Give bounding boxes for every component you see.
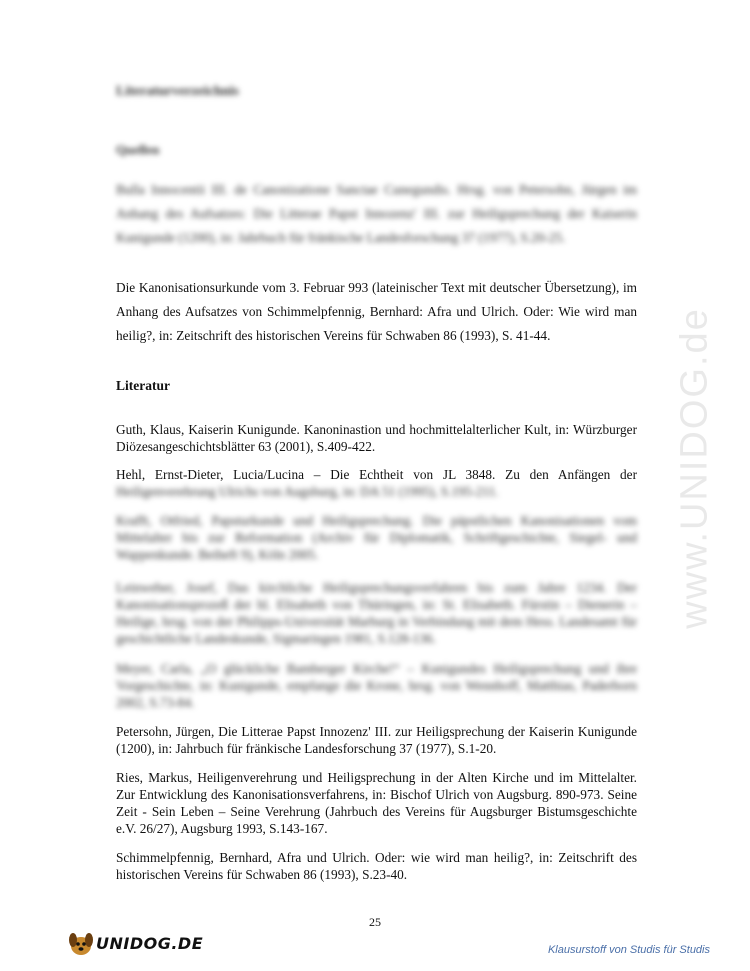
literature-entry: Guth, Klaus, Kaiserin Kunigunde. Kanoninastion und hochmittelalterlicher Kult, in: Würzburger Diözesangeschichtsblätter 63 (2001), S.409-422. <box>116 422 637 454</box>
literature-entry: Petersohn, Jürgen, Die Litterae Papst Innozenz' III. zur Heiligsprechung der Kaiserin Kunigunde (1200), in: Jahrbuch für fränkische Landesforschung 37 (1977), S.1-20. <box>116 724 637 756</box>
page-title: Literaturverzeichnis <box>116 84 239 99</box>
literature-entry: Heiligenverehrung Ulrichs von Augsburg, in: DA 51 (1995), S.195-211. <box>116 484 499 499</box>
unidog-logo <box>66 928 204 960</box>
literature-entry: Meyer, Carla, „O glückliche Bamberger Kirche!“ – Kunigundes Heiligsprechung und ihre Vorgeschichte, in: Kunigunde, empfange die Krone, hrsg. von Wennhoff, Matthias, Paderborn 2002, S.73-84. <box>116 661 637 710</box>
literature-entry: Krafft, Otfried, Papsturkunde und Heiligsprechung. Die päpstlichen Kanonisationen vom Mittelalter bis zur Reformation (Archiv für Diplomatik, Schriftgeschichte, Siegel- und Wappenkunde. Beiheft 9), Köln 2005. <box>116 513 637 562</box>
literature-entry: Schimmelpfennig, Bernhard, Afra und Ulrich. Oder: wie wird man heilig?, in: Zeitschrift des historischen Vereins für Schwaben 86 (1993), S.23-40. <box>116 850 637 882</box>
page-number: 25 <box>369 915 381 929</box>
footer-tagline: Klausurstoff von Studis für Studis <box>547 944 710 956</box>
watermark: www.UNIDOG.de <box>673 307 716 629</box>
literature-entry: Leinweber, Josef, Das kirchliche Heiligsprechungsverfahren bis zum Jahre 1234. Der Kanonisationsprozeß der hl. Elisabeth von Thüringen, in: St. Elisabeth. Fürstin – Dienerin – Heilige, hrsg. von der Philipps-Universität Marburg in Verbindung mit dem Hess. Landesamt für geschichtliche Landeskunde, Sigmaringen 1981, S.128-136. <box>116 580 637 646</box>
logo-text: UNIDOG.DE <box>96 934 204 953</box>
sources-heading: Quellen <box>116 142 160 157</box>
literature-entry: Ries, Markus, Heiligenverehrung und Heiligsprechung in der Alten Kirche und im Mittelalter. Zur Entwicklung des Kanonisationsverfahrens, in: Bischof Ulrich von Augsburg. 890-973. Seine Zeit - Sein Leben – Seine Verehrung (Jahrbuch des Vereins für Augsburger Bistumsgeschichte e.V. 26/27), Augsburg 1993, S.143-167. <box>116 770 637 836</box>
literature-entry-visible-line <box>116 466 637 483</box>
dog-icon <box>66 928 96 958</box>
literature-entry: Hehl, Ernst-Dieter, Lucia/Lucina – Die Echtheit von JL 3848. Zu den Anfängen der <box>116 467 637 482</box>
source-entry: Die Kanonisationsurkunde vom 3. Februar 993 (lateinischer Text mit deutscher Übersetzung), im Anhang des Aufsatzes von Schimmelpfennig, Bernhard: Afra und Ulrich. Oder: Wie wird man heilig?, in: Zeitschrift des historischen Vereins für Schwaben 86 (1993), S. 41-44. <box>116 280 637 343</box>
source-entry: Bulla Innocentii III. de Canonizatione Sanctae Cunegundis. Hrsg. von Petersohn, Jürgen im Anhang des Aufsatzes: Die Litterae Papst Innozenz' III. zur Heiligsprechung der Kaiserin Kunigunde (1200), in: Jahrbuch für fränkische Landesforschung 37 (1977), S.20-25. <box>116 182 637 245</box>
literature-entry-blurred-line <box>116 483 637 500</box>
literature-heading: Literatur <box>116 378 170 393</box>
